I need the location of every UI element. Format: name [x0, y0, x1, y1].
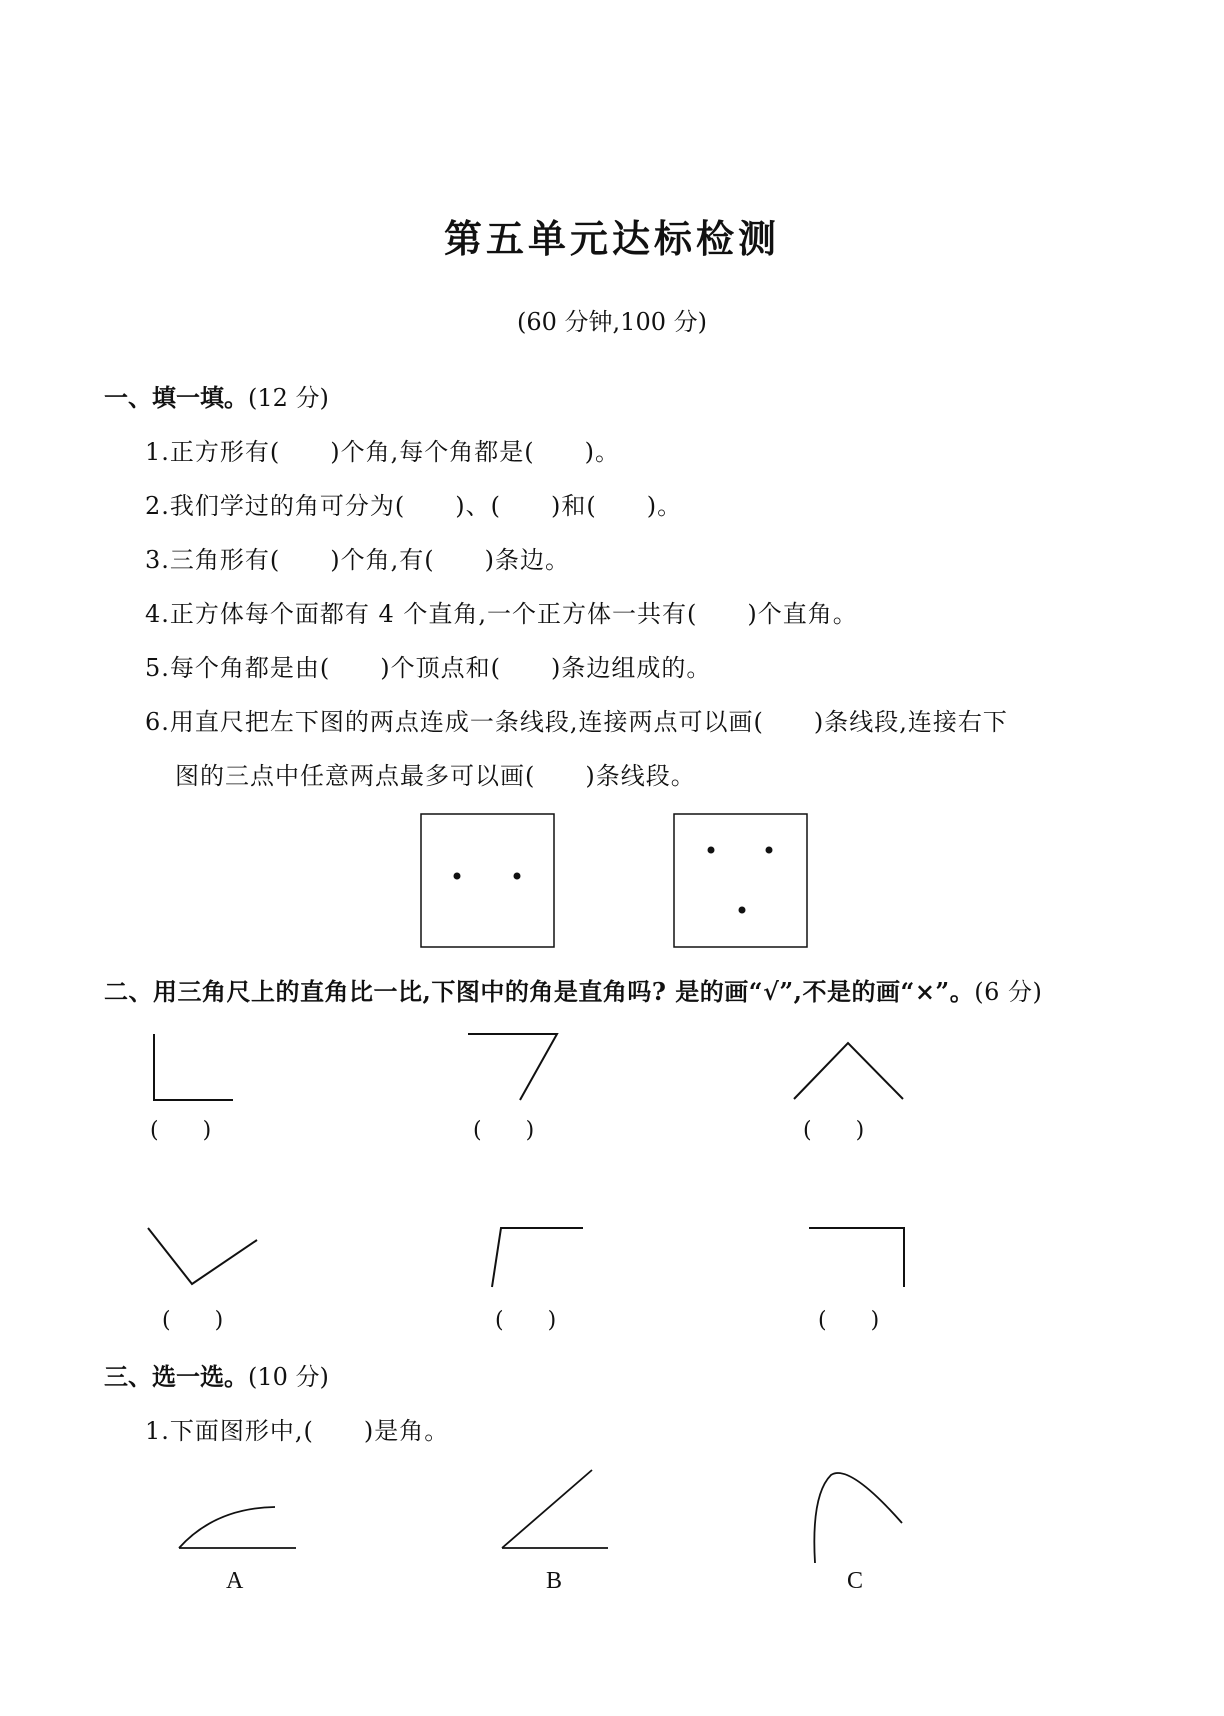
exam-duration-score: (60 分钟,100 分)	[517, 308, 707, 336]
option-a-label: A	[226, 1568, 244, 1594]
answer-blank-4: ( )	[162, 1308, 224, 1333]
question-1-3: 3.三角形有( )个角,有( )条边。	[145, 546, 570, 574]
section-3-points: (10 分)	[248, 1363, 329, 1391]
angle-figure-4	[140, 1220, 270, 1300]
question-1-6-continued: 图的三点中任意两点最多可以画( )条线段。	[175, 762, 696, 790]
section-2-heading	[104, 972, 1042, 1007]
angle-figure-6	[805, 1220, 915, 1300]
answer-blank-5: ( )	[495, 1308, 557, 1333]
question-1-2: 2.我们学过的角可分为( )、( )和( )。	[145, 492, 683, 520]
section-3-heading	[104, 1357, 329, 1392]
section-2-title: 二、用三角尺上的直角比一比,下图中的角是直角吗? 是的画“√”,不是的画“×”。	[104, 977, 975, 1006]
angle-figure-5	[485, 1220, 595, 1300]
option-c-figure	[805, 1465, 915, 1570]
option-a-figure	[175, 1495, 305, 1555]
two-dots-figure	[420, 813, 555, 948]
answer-blank-1: ( )	[150, 1118, 212, 1143]
option-b-figure	[495, 1465, 620, 1555]
three-dots-figure	[673, 813, 808, 948]
angle-figure-1	[140, 1030, 240, 1110]
angle-figure-3	[790, 1035, 910, 1105]
answer-blank-2: ( )	[473, 1118, 535, 1143]
section-2-points: (6 分)	[974, 978, 1043, 1006]
option-b-label: B	[546, 1568, 563, 1594]
answer-blank-3: ( )	[803, 1118, 865, 1143]
section-1-heading	[104, 378, 329, 413]
angle-figure-2	[460, 1030, 570, 1110]
question-1-5: 5.每个角都是由( )个顶点和( )条边组成的。	[145, 654, 712, 682]
question-1-4: 4.正方体每个面都有 4 个直角,一个正方体一共有( )个直角。	[145, 600, 858, 628]
answer-blank-6: ( )	[818, 1308, 880, 1333]
page-title: 第五单元达标检测	[443, 216, 780, 261]
option-c-label: C	[847, 1568, 864, 1594]
section-3-title: 三、选一选。	[104, 1362, 248, 1391]
question-1-6: 6.用直尺把左下图的两点连成一条线段,连接两点可以画( )条线段,连接右下	[145, 708, 1008, 736]
section-1-title: 一、填一填。	[104, 383, 248, 412]
question-1-1: 1.正方形有( )个角,每个角都是( )。	[145, 438, 620, 466]
question-3-1: 1.下面图形中,( )是角。	[145, 1417, 450, 1445]
section-1-points: (12 分)	[248, 384, 329, 412]
